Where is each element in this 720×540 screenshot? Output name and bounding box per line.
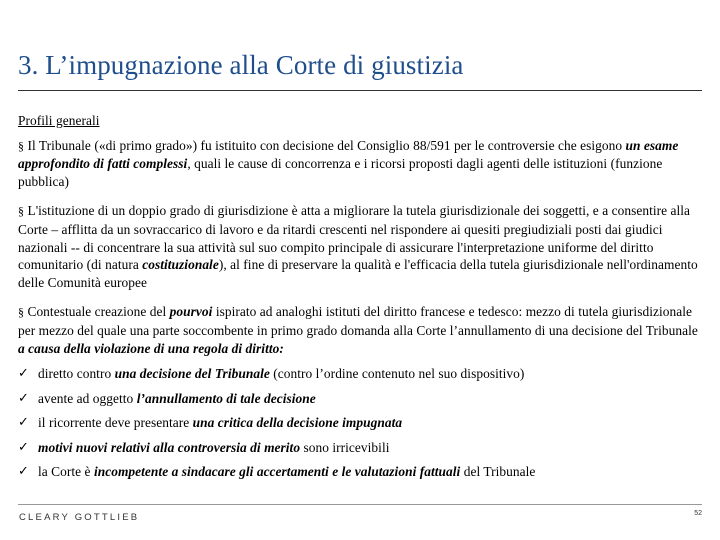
emphasis-text: a causa della violazione di una regola di diritto:	[18, 340, 284, 356]
emphasis-text: un esame approfondito di fatti complessi	[18, 137, 679, 172]
section-bullet-icon: §	[18, 204, 25, 219]
emphasis-text: incompetente a sindacare gli accertamenti e le valutazioni fattuali	[93, 464, 461, 480]
emphasis-text: costituzionale	[142, 257, 219, 273]
check-text: diretto contro	[38, 366, 115, 382]
paragraph-pourvoi	[18, 303, 702, 357]
title-divider	[18, 90, 702, 91]
check-text: il ricorrente deve presentare	[38, 415, 193, 431]
emphasis-text: motivi nuovi relativi alla controversia di merito	[38, 439, 301, 455]
check-item	[18, 365, 702, 390]
checkmark-icon: ✓	[18, 464, 29, 480]
check-item	[18, 414, 702, 439]
paragraph-text: ispirato ad analoghi istituti del diritto francese e tedesco: mezzo di tutela giurisdizionale per mezzo del quale una parte soccombente in primo grado domanda alla Corte l’annullamento di una decisione del Tribunale	[18, 304, 698, 338]
section-heading: Profili generali	[18, 113, 100, 128]
paragraph-text: L'istituzione di un doppio grado di giurisdizione è atta a migliorare la tutela giurisdizionale dei soggetti, e a consentire alla Corte – afflitta da un sovraccarico di lavoro e da ritardi crescenti nel rispondere ai quesiti pregiudiziali posti dai giudici nazionali -- di concentrare la sua attività sul suo compito principale di assicurare l'interpretazione uniforme del diritto comunitario (di natura	[18, 203, 691, 273]
slide-title: 3. L’impugnazione alla Corte di giustizia	[18, 50, 464, 80]
section-bullet-icon: §	[18, 305, 25, 320]
slide-body	[18, 112, 702, 488]
check-item	[18, 439, 702, 464]
checkmark-icon: ✓	[18, 366, 29, 382]
check-text: la Corte è	[38, 464, 94, 480]
check-text: avente ad oggetto	[38, 390, 137, 406]
paragraph-text: Contestuale creazione del	[24, 304, 170, 320]
emphasis-text: l’annullamento di tale decisione	[136, 390, 316, 406]
checkmark-icon: ✓	[18, 415, 29, 431]
checkmark-icon: ✓	[18, 390, 29, 406]
check-item	[18, 390, 702, 415]
paragraph-text: Il Tribunale («di primo grado») fu istituito con decisione del Consiglio 88/591 per le controversie che esigono	[24, 137, 626, 153]
paragraph-doppio-grado	[18, 202, 702, 291]
firm-logo: CLEARY GOTTLIEB	[19, 512, 140, 523]
check-text: sono irricevibili	[300, 439, 390, 455]
check-text: del Tribunale	[460, 464, 536, 480]
paragraph-text: , quali le cause di concorrenza e i ricorsi proposti dagli agenti delle istituzioni (funzione pubblica)	[18, 156, 663, 189]
emphasis-text: una critica della decisione impugnata	[192, 415, 403, 431]
paragraph-tribunale	[18, 137, 702, 191]
emphasis-text: una decisione del Tribunale	[114, 366, 270, 382]
paragraph-text: ), al fine di preservare la qualità e l'efficacia della tutela giurisdizionale nell'ordinamento delle Comunità europee	[18, 257, 698, 290]
check-text: (contro l’ordine contenuto nel suo dispositivo)	[269, 366, 525, 382]
checkmark-icon: ✓	[18, 439, 29, 455]
emphasis-text: pourvoi	[169, 304, 213, 320]
check-item	[18, 463, 702, 488]
footer-divider	[18, 504, 702, 505]
section-bullet-icon: §	[18, 138, 25, 153]
page-number: 52	[694, 510, 702, 517]
